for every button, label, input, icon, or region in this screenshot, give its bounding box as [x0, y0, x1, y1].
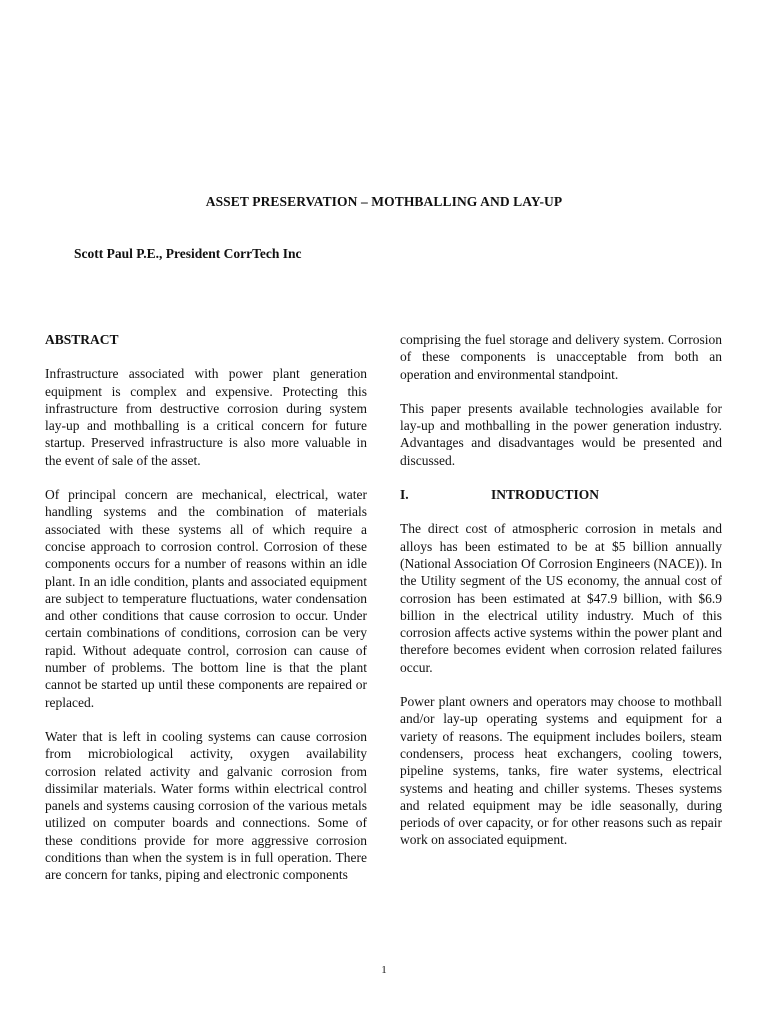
section-number: I. [400, 487, 409, 503]
introduction-heading [400, 486, 722, 503]
abstract-continued-paragraph: comprising the fuel storage and delivery system. Corrosion of these components is unacceptable from both an operation and environmental standpoint. [400, 332, 722, 382]
abstract-closing-paragraph: This paper presents available technologies available for lay-up and mothballing in the power generation industry. Advantages and disadvantages would be presented and discussed. [400, 400, 722, 468]
section-title: INTRODUCTION [491, 487, 600, 503]
right-column [400, 331, 722, 866]
author-line: Scott Paul P.E., President CorrTech Inc [74, 246, 302, 261]
page-number: 1 [381, 964, 387, 976]
abstract-paragraph-2: Of principal concern are mechanical, electrical, water handling systems and the combination of materials associated with these systems all of which require a concise approach to corrosion control. Corrosion of these components occurs for a number of reasons within an idle plant. In an idle condition, plants and associated equipment are subject to temperature fluctuations, water condensation and other conditions that cause corrosion to occur. Under certain combinations of conditions, corrosion can be very rapid. Without adequate control, corrosion can cause of number of problems. The bottom line is that the plant cannot be started up until these components are repaired or replaced. [45, 487, 367, 710]
abstract-paragraph-3: Water that is left in cooling systems can cause corrosion from microbiological activity, oxygen availability corrosion related activity and galvanic corrosion from dissimilar materials. Water forms within electrical control panels and systems causing corrosion of the various metals utilized on computer boards and connections. Some of these conditions provide for more aggressive corrosion conditions than when the system is in full operation. There are concern for tanks, piping and electronic components [45, 728, 367, 883]
left-column [45, 331, 367, 901]
paper-title: ASSET PRESERVATION – MOTHBALLING AND LAY-UP [205, 194, 563, 209]
introduction-paragraph-2: Power plant owners and operators may choose to mothball and/or lay-up operating systems and equipment for a variety of reasons. The equipment includes boilers, steam condensers, process heat exchangers, cooling towers, pipeline systems, tanks, fire water systems, electrical systems and heating and chiller systems. Theses systems and related equipment may be idle seasonally, during periods of over capacity, or for other reasons such as repair work on associated equipment. [400, 694, 722, 848]
abstract-paragraph-1: Infrastructure associated with power plant generation equipment is complex and expensive. Protecting this infrastructure from destructive corrosion during system lay-up and mothballing is a critical concern for future startup. Preserved infrastructure is also more valuable in the event of sale of the asset. [45, 366, 367, 468]
introduction-paragraph-1: The direct cost of atmospheric corrosion in metals and alloys has been estimated to be at $5 billion annually (National Association Of Corrosion Engineers (NACE)). In the Utility segment of the US economy, the annual cost of corrosion has been estimated at $47.9 billion, with $6.9 billion in the electrical utility industry. Much of this corrosion affects active systems within the power plant and therefore becomes evident when corrosion related failures occur. [400, 521, 722, 675]
abstract-heading: ABSTRACT [45, 332, 119, 347]
